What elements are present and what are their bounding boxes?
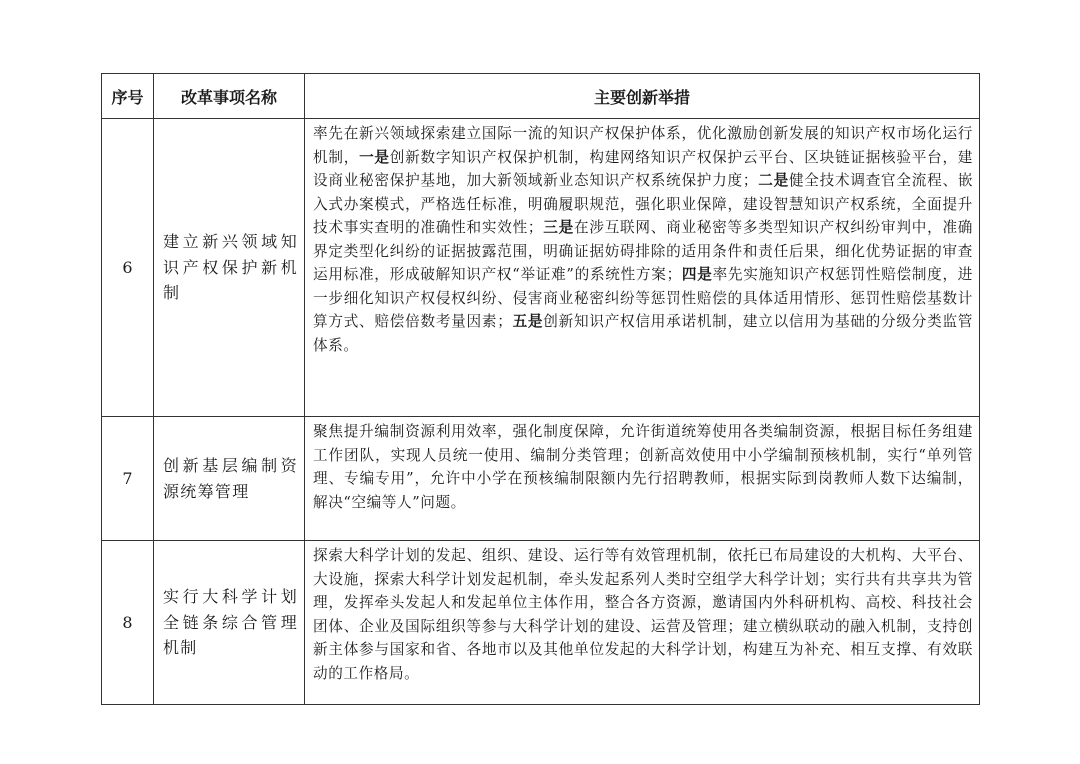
innovation-measures: 聚焦提升编制资源利用效率，强化制度保障，允许街道统筹使用各类编制资源，根据目标任务组建工作团队，实现人员统一使用、编制分类管理；创新高效使用中小学编制预核机制，实行“单列管理、专编专用”，允许中小学在预核编制限额内先行招聘教师，根据实际到岗教师人数下达编制，解决“空编等人”问题。 [305, 417, 980, 541]
table-header-row [102, 74, 980, 119]
measure-marker-1: 一是 [359, 148, 390, 166]
measure-intro: 率先在新兴领域探索建立国际一流的知识产权保护体系，优化激励创新发展的知识产权市场化运行机制， [313, 125, 973, 166]
measure-marker-4: 四是 [681, 266, 713, 283]
innovation-measures: 探索大科学计划的发起、组织、建设、运行等有效管理机制，依托已布局建设的大机构、大平台、大设施，探索大科学计划发起机制，牵头发起系列人类时空组学大科学计划；实行共有共享共为管理，发挥牵头发起人和发起单位主体作用，整合各方资源，邀请国内外科研机构、高校、科技社会团体、企业及国际组织等参与大科学计划的建设、运营及管理；建立横纵联动的融入机制，支持创新主体参与国家和省、各地市以及其他单位发起的大科学计划，构建互为补充、相互支撑、有效联动的工作格局。 [305, 541, 980, 705]
innovation-measures [305, 119, 980, 417]
header-name: 改革事项名称 [154, 74, 305, 119]
measure-text-5: 创新知识产权信用承诺机制，建立以信用为基础的分级分类监管体系。 [313, 313, 973, 354]
row-number: 6 [102, 119, 154, 417]
reform-item-name: 实行大科学计划全链条综合管理机制 [154, 541, 305, 705]
measure-text-4: 率先实施知识产权惩罚性赔偿制度，进一步细化知识产权侵权纠纷、侵害商业秘密纠纷等惩罚性赔偿的具体适用情形、惩罚性赔偿基数计算方式、赔偿倍数考量因素； [313, 266, 974, 330]
table-row [102, 541, 980, 705]
measure-text-3: 在涉互联网、商业秘密等多类型知识产权纠纷审判中，准确界定类型化纠纷的证据披露范围，明确证据妨碍排除的适用条件和责任后果，细化优势证据的审查运用标准，形成破解知识产权“举证难”的系统性方案； [313, 219, 973, 283]
measure-marker-3: 三是 [543, 219, 574, 236]
reform-item-name: 建立新兴领域知识产权保护新机制 [154, 119, 305, 417]
reform-table [101, 73, 980, 705]
measure-text-2: 健全技术调查官全流程、嵌入式办案模式，严格选任标准，明确履职规范，强化职业保障，建设智慧知识产权系统，全面提升技术事实查明的准确性和实效性； [313, 172, 974, 236]
measure-marker-2: 二是 [758, 172, 789, 189]
row-number: 7 [102, 417, 154, 541]
header-no: 序号 [102, 74, 154, 119]
row-number: 8 [102, 541, 154, 705]
table-row [102, 417, 980, 541]
measure-marker-5: 五是 [512, 313, 544, 330]
reform-item-name: 创新基层编制资源统筹管理 [154, 417, 305, 541]
table-row [102, 119, 980, 417]
header-measures: 主要创新举措 [305, 74, 980, 119]
measure-text-1: 创新数字知识产权保护机制，构建网络知识产权保护云平台、区块链证据核验平台，建设商业秘密保护基地，加大新领域新业态知识产权系统保护力度； [313, 148, 973, 189]
